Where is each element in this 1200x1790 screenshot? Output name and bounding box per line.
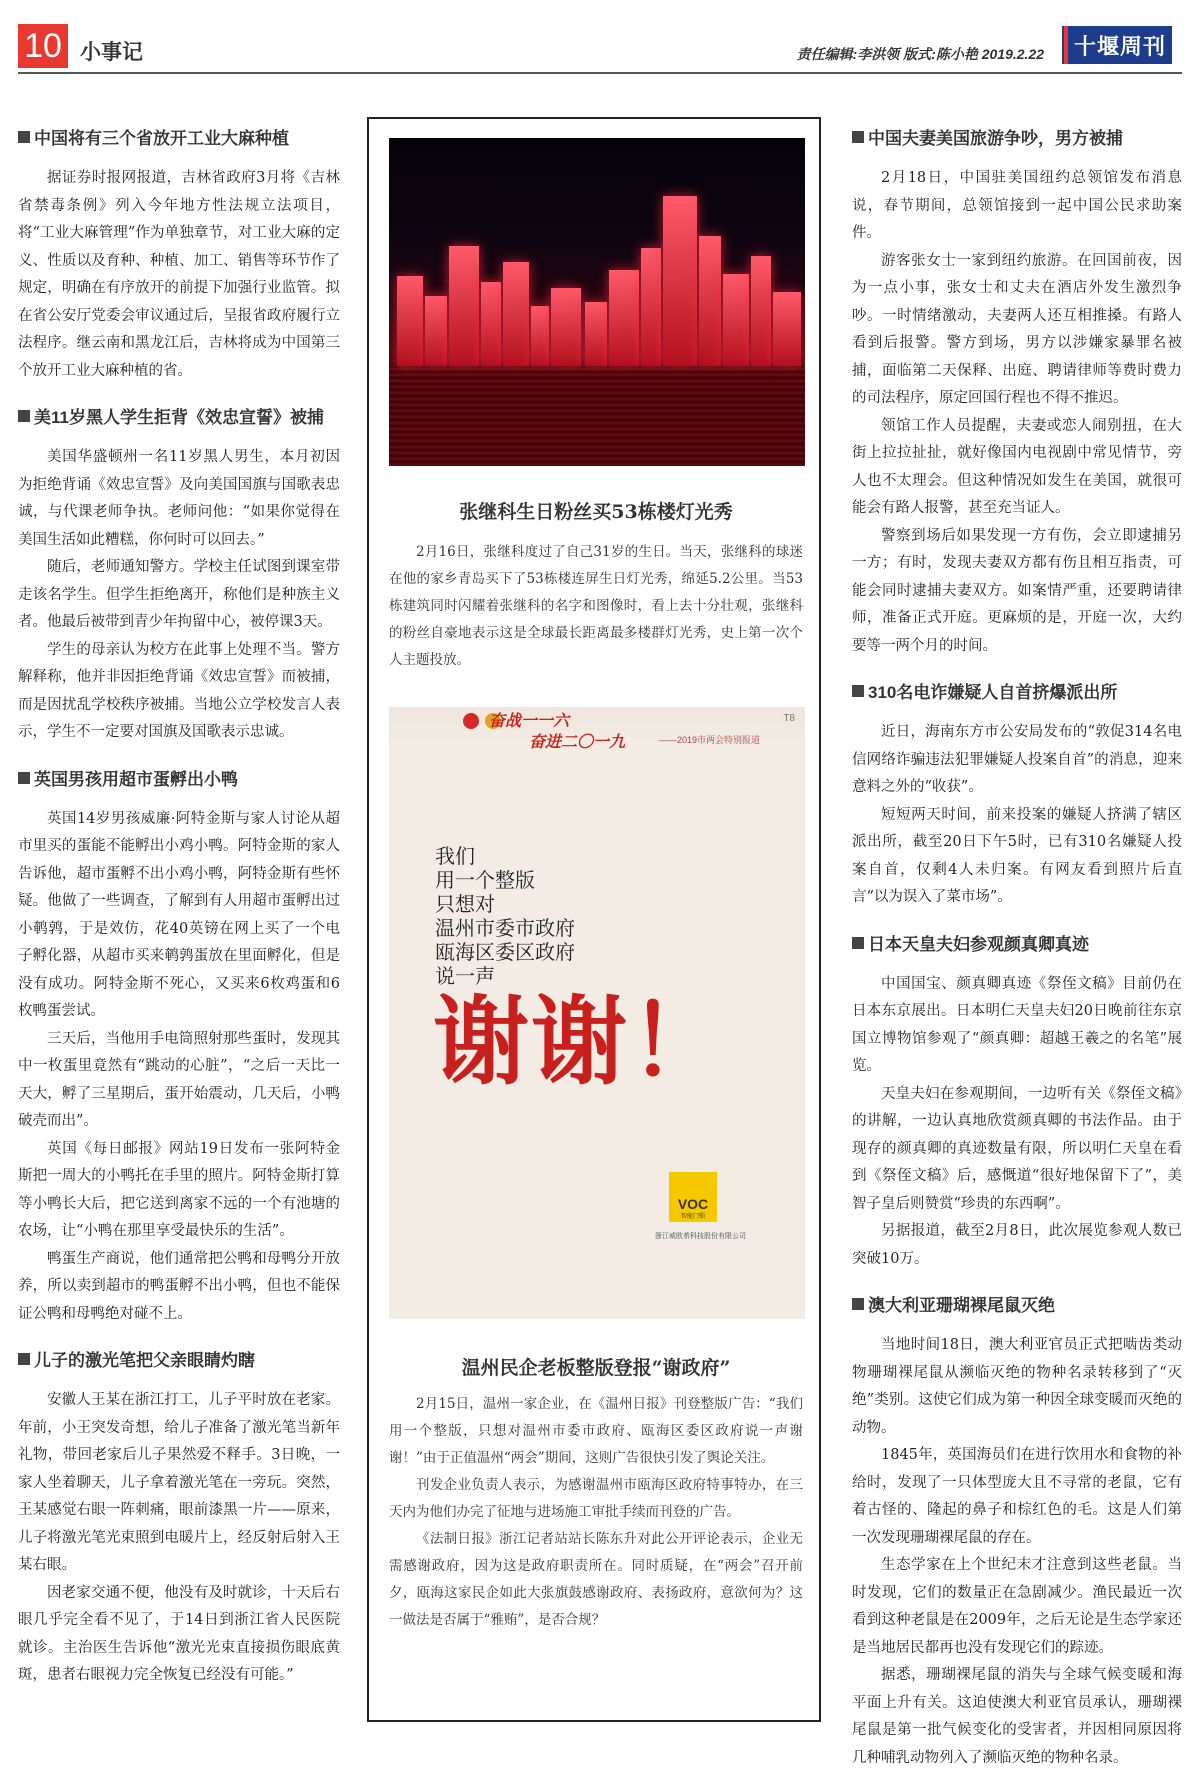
masthead-title: 十堰周刊 — [1074, 34, 1167, 60]
lit-building — [663, 196, 697, 366]
lit-building — [773, 292, 801, 366]
article-spacer — [852, 1772, 1182, 1790]
article-spacer — [852, 660, 1182, 678]
ad-company-name: 浙江威欧希科技股份有限公司 — [655, 1233, 746, 1240]
article-paragraph: 2月18日，中国驻美国纽约总领馆发布消息说，春节期间，总领馆接到一起中国公民求助案件。 — [852, 170, 1182, 241]
feature-body-1 — [389, 539, 803, 674]
ad-message — [435, 845, 575, 989]
ad-banner-sub: ——2019市两会特别报道 — [659, 735, 761, 745]
article-title: 日本天皇夫妇参观颜真卿真迹 — [868, 934, 1089, 954]
article-heading — [852, 1291, 1182, 1316]
article-title: 310名电诈嫌疑人自首挤爆派出所 — [868, 683, 1118, 702]
page-number: 10 — [18, 24, 68, 68]
article-paragraph: 中国国宝、颜真卿真迹《祭侄文稿》目前仍在日本东京展出。日本明仁天皇夫妇20日晚前往东京国立博物馆参观了“颜真卿：超越王羲之的名笔”展览。 — [852, 975, 1182, 1074]
ad-line: 我们 — [435, 846, 475, 868]
lit-building — [723, 274, 749, 366]
heading-bullet-icon — [18, 772, 30, 784]
article-paragraph: 天皇夫妇在参观期间，一边听有关《祭侄文稿》的讲解，一边认真地欣赏颜真卿的书法作品。由于现存的颜真卿的真迹数量有限，所以明仁天皇在看到《祭侄文稿》后，感慨道“很好地保留下了”，美智子皇后则赞赏“珍贵的东西啊”。 — [852, 1085, 1182, 1212]
heading-bullet-icon — [18, 1353, 30, 1365]
article-paragraph: 生态学家在上个世纪末才注意到这些老鼠。当时发现，它们的数量正在急剧减少。渔民最近一次看到这种老鼠是在2009年，之后无论是生态学家还是当地居民都再也没有发现它们的踪迹。 — [852, 1557, 1182, 1656]
ad-page-tag: T8 — [783, 713, 795, 724]
article-heading — [852, 930, 1182, 955]
article-paragraph: 近日，海南东方市公安局发布的“敦促314名电信网络诈骗违法犯罪嫌疑人投案自首”的消息，迎来意料之外的“收获”。 — [852, 724, 1182, 795]
article-title: 中国将有三个省放开工业大麻种植 — [34, 129, 289, 148]
header-rule — [18, 72, 1182, 74]
feature-caption-1: 张继科生日粉丝买53栋楼灯光秀 — [459, 501, 733, 523]
ad-line: 用一个整版 — [435, 870, 535, 892]
lit-building — [699, 236, 721, 366]
lit-building — [531, 306, 549, 366]
article-heading — [18, 765, 340, 790]
heading-bullet-icon — [852, 937, 864, 949]
feature-paragraph: 《法制日报》浙江记者站站长陈东升对此公开评论表示，企业无需感谢政府，因为这是政府职责所在。同时质疑，在“两会”召开前夕，瓯海这家民企如此大张旗鼓感谢政府、表扬政府，意欲何为？这一做法是否属于“雅贿”，是否合规？ — [389, 1531, 803, 1628]
article-heading — [852, 678, 1182, 703]
feature-caption-2: 温州民企老板整版登报“谢政府” — [461, 1357, 731, 1379]
lit-building — [397, 276, 423, 366]
article-paragraph: 1845年，英国海员们在进行饮用水和食物的补给时，发现了一只体型庞大且不寻常的老鼠，它有着古怪的、隆起的鼻子和棕红色的毛。这是人们第一次发现珊瑚裸尾鼠的存在。 — [852, 1447, 1182, 1546]
article-paragraph: 英国14岁男孩威廉·阿特金斯与家人讨论从超市里买的蛋能不能孵出小鸡小鸭。阿特金斯的家人告诉他，超市蛋孵不出小鸡小鸭，阿特金斯有些怀疑。他做了一些调查，了解到有人用超市蛋孵出过小鹌鹑，于是效仿，花40英镑在网上买了一个电子孵化器，从超市买来鹌鹑蛋放在里面孵化，但是没有成功。阿特金斯不死心，又买来6枚鸡蛋和6枚鸭蛋尝试。 — [18, 810, 340, 1019]
page-header — [18, 22, 1182, 70]
lit-building — [751, 256, 771, 366]
article-paragraph: 因老家交通不便，他没有及时就诊，十天后右眼几乎完全看不见了，于14日到浙江省人民医院就诊。主治医生告诉他“激光光束直接损伤眼底黄斑，患者右眼视力完全恢复已经没有可能。” — [18, 1584, 340, 1683]
article-paragraph: 安徽人王某在浙江打工，儿子平时放在老家。年前，小王突发奇想，给儿子准备了激光笔当新年礼物，带回老家后儿子果然爱不释手。3日晚，一家人坐着聊天，儿子拿着激光笔在一旁玩。突然，王某感觉右眼一阵刺痛，眼前漆黑一片——原来，儿子将激光笔光束照到电暖片上，经反射后射入王某右眼。 — [18, 1392, 340, 1573]
article-spacer — [18, 385, 340, 403]
article-paragraph: 三天后，当他用手电筒照射那些蛋时，发现其中一枚蛋里竟然有“跳动的心脏”，“之后一天比一天大，孵了三星期后，蛋开始震动，几天后，小鸭破壳而出”。 — [18, 1030, 340, 1129]
lit-building — [425, 296, 447, 366]
article-paragraph: 随后，老师通知警方。学校主任试图到课室带走该名学生。但学生拒绝离开，称他们是种族主义者。他最后被带到青少年拘留中心，被停课3天。 — [18, 559, 340, 630]
article-paragraph: 游客张女士一家到纽约旅游。在回国前夜，因为一点小事，张女士和丈夫在酒店外发生激烈争吵。一时情绪激动，夫妻两人还互相推搡。有路人看到后报警。警方到场，男方以涉嫌家暴罪名被捕，面临第二天保释、出庭、聘请律师等费时费力的司法程序，原定回国行程也不得不推迟。 — [852, 252, 1182, 406]
ad-banner-line2: 奋进二〇一九 — [529, 732, 626, 751]
masthead-accent — [1064, 26, 1068, 64]
article-spacer — [18, 747, 340, 765]
article-spacer — [852, 912, 1182, 930]
feature-paragraph: 2月16日，张继科度过了自己31岁的生日。当天，张继科的球迷在他的家乡青岛买下了53栋楼连屏生日灯光秀，绵延5.2公里。当53栋建筑同时闪耀着张继科的名字和图像时，看上去十分壮观，张继科的粉丝自豪地表示这是全球最长距离最多楼群灯光秀，史上第一次个人主题投放。 — [389, 544, 803, 668]
article-spacer — [852, 1273, 1182, 1291]
lit-building — [503, 262, 529, 366]
article-spacer — [18, 1690, 340, 1708]
center-feature-box — [367, 117, 821, 1722]
article-heading — [18, 124, 340, 149]
feature-body-2 — [389, 1391, 803, 1634]
article-paragraph: 领馆工作人员提醒，夫妻或恋人闹别扭，在大街上拉拉扯扯，就好像国内电视剧中常见情节，旁人也不太理会。但这种情况如发生在美国，就很可能会有路人报警，甚至充当证人。 — [852, 417, 1182, 516]
lit-building — [609, 270, 639, 366]
ad-line: 温州市委市政府 — [435, 918, 575, 940]
article-paragraph: 鸭蛋生产商说，他们通常把公鸭和母鸭分开放养，所以卖到超市的鸭蛋孵不出小鸭，但也不能保证公鸭和母鸭绝对碰不上。 — [18, 1250, 340, 1322]
lit-building — [481, 282, 501, 366]
right-column — [852, 124, 1182, 1790]
ad-banner — [389, 707, 805, 751]
heading-bullet-icon — [852, 685, 864, 697]
article-title: 澳大利亚珊瑚裸尾鼠灭绝 — [868, 1296, 1055, 1315]
heading-bullet-icon — [852, 131, 864, 143]
article-title: 中国夫妻美国旅游争吵，男方被捕 — [868, 129, 1123, 148]
article-title: 美11岁黑人学生拒背《效忠宣誓》被捕 — [34, 408, 324, 427]
voc-logo — [669, 1172, 717, 1222]
water-reflection — [389, 366, 805, 466]
lit-building — [585, 302, 607, 366]
article-paragraph: 学生的母亲认为校方在此事上处理不当。警方解释称，他并非因拒绝背诵《效忠宣誓》而被捕，而是因扰乱学校秩序被捕。当地公立学校发言人表示，学生不一定要对国旗及国歌表示忠诚。 — [18, 641, 340, 740]
article-title: 儿子的激光笔把父亲眼睛灼瞎 — [34, 1351, 255, 1370]
heading-bullet-icon — [18, 131, 30, 143]
article-title: 英国男孩用超市蛋孵出小鸭 — [34, 769, 238, 789]
lit-building — [449, 246, 479, 366]
left-column — [18, 124, 340, 1708]
article-paragraph: 短短两天时间，前来投案的嫌疑人挤满了辖区派出所，截至20日下午5时，已有310名嫌疑人投案自首，仅剩4人未归案。有网友看到照片后直言“以为误入了菜市场”。 — [852, 806, 1182, 905]
voc-logo-text: VOC — [677, 1196, 709, 1212]
ad-line: 瓯海区委区政府 — [435, 942, 575, 964]
article-paragraph: 据证券时报网报道，吉林省政府3月将《吉林省禁毒条例》列入今年地方性法规立法项目，将“工业大麻管理”作为单独章节，对工业大麻的定义、性质以及育种、种植、加工、销售等环节作了规定，明确在有序放开的前提下加强行业监管。拟在省公安厅党委会审议通过后，呈报省政府履行立法程序。继云南和黑龙江后，吉林将成为中国第三个放开工业大麻种植的省。 — [18, 170, 340, 379]
article-paragraph: 据悉，珊瑚裸尾鼠的消失与全球气候变暖和海平面上升有关。这迫使澳大利亚官员承认，珊瑚裸尾鼠是第一批气候变化的受害者，并因相同原因将几种哺乳动物列入了濒临灭绝的物种名录。 — [852, 1667, 1182, 1766]
article-spacer — [18, 1328, 340, 1346]
party-emblem-icon — [463, 713, 479, 729]
ad-line: 只想对 — [435, 894, 495, 916]
feature-paragraph: 2月15日，温州一家企业，在《温州日报》刊登整版广告：“我们用一个整版，只想对温州市委市政府、瓯海区委区政府说一声谢谢！”由于正值温州“两会”期间，这则广告很快引发了舆论关注。 — [389, 1396, 803, 1466]
article-heading — [852, 124, 1182, 149]
ad-thanks-text: 谢谢！ — [433, 986, 727, 1098]
lit-building — [641, 248, 661, 366]
masthead-logo — [1062, 26, 1172, 64]
skyline-photo — [389, 138, 805, 466]
article-paragraph: 另据报道，截至2月8日，此次展览参观人数已突破10万。 — [852, 1223, 1182, 1267]
feature-paragraph: 刊发企业负责人表示，为感谢温州市瓯海区政府特事特办，在三天内为他们办完了征地与进场施工审批手续而刊登的广告。 — [389, 1477, 803, 1520]
thanks-ad-image — [389, 707, 805, 1319]
article-paragraph: 当地时间18日，澳大利亚官员正式把啮齿类动物珊瑚裸尾鼠从濒临灭绝的物种名录转移到了“灭绝”类别。这使它们成为第一种因全球变暖而灭绝的动物。 — [852, 1337, 1182, 1436]
article-heading — [18, 1346, 340, 1371]
lit-building — [551, 288, 581, 366]
ad-banner-line1: 奋战一一六 — [489, 711, 570, 730]
ad-line: 说一声 — [435, 966, 495, 988]
article-paragraph: 警察到场后如果发现一方有伤，会立即逮捕另一方；有时，发现夫妻双方都有伤且相互指责，可能会同时逮捕夫妻双方。如案情严重，还要聘请律师，准备正式开庭。更麻烦的是，开庭一次，大约要等一两个月的时间。 — [852, 527, 1182, 654]
editor-credit: 责任编辑:李洪领 版式:陈小艳 2019.2.22 — [796, 46, 1044, 62]
section-title: 小事记 — [80, 41, 143, 64]
voc-logo-sub: 智能门锁 — [680, 1214, 705, 1220]
article-paragraph: 美国华盛顿州一名11岁黑人男生，本月初因为拒绝背诵《效忠宣誓》及向美国国旗与国歌表忠诚，与代课老师争执。老师问他：“如果你觉得在美国生活如此糟糕，你何时可以回去。” — [18, 449, 340, 548]
article-heading — [18, 403, 340, 428]
heading-bullet-icon — [18, 410, 30, 422]
article-paragraph: 英国《每日邮报》网站19日发布一张阿特金斯把一周大的小鸭托在手里的照片。阿特金斯打算等小鸭长大后，把它送到离家不远的一个有池塘的农场，让“小鸭在那里享受最快乐的生活”。 — [18, 1140, 340, 1239]
heading-bullet-icon — [852, 1298, 864, 1310]
